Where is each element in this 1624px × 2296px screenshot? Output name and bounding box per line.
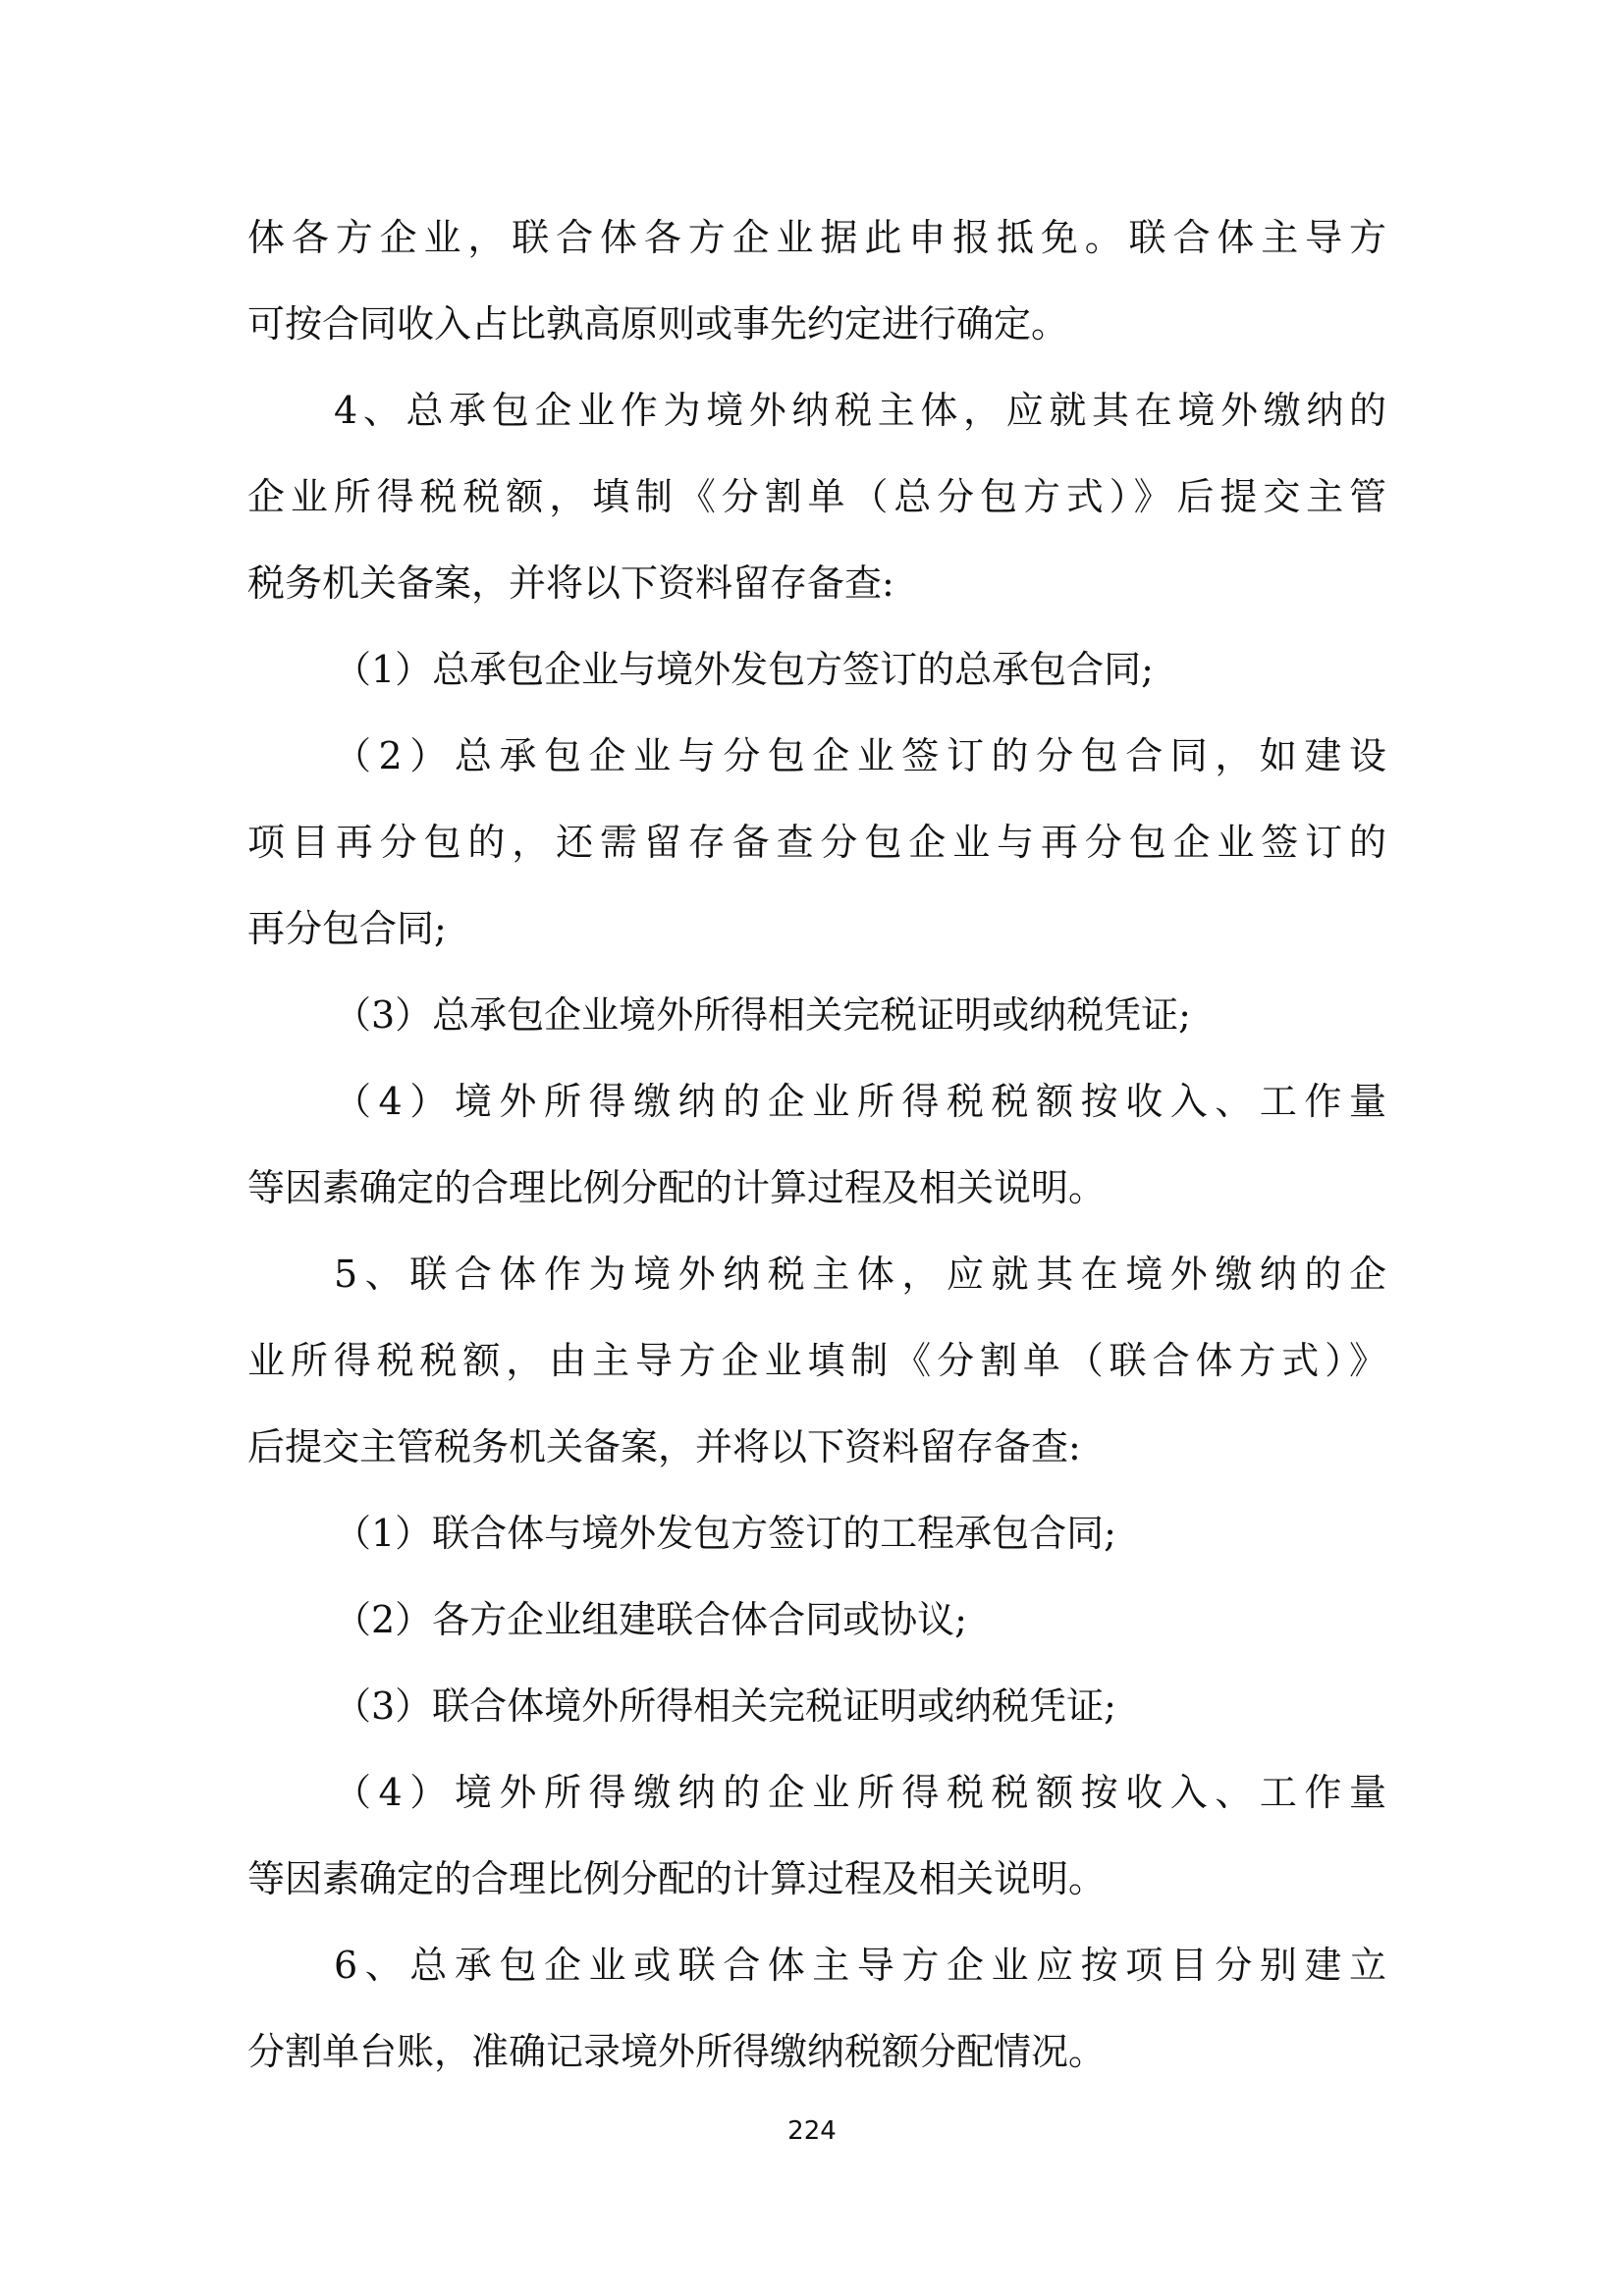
- text-line: 6、总承包企业或联合体主导方企业应按项目分别建立: [334, 1944, 1386, 1987]
- text-line: （4）境外所得缴纳的企业所得税税额按收入、工作量: [334, 1080, 1386, 1123]
- text-line: （1）总承包企业与境外发包方签订的总承包合同;: [334, 648, 1154, 691]
- text-line: 项目再分包的，还需留存备查分包企业与再分包企业签订的: [247, 821, 1386, 864]
- text-line: 业所得税税额，由主导方企业填制《分割单（联合体方式）》: [247, 1339, 1386, 1382]
- text-line: 4、总承包企业作为境外纳税主体，应就其在境外缴纳的: [334, 389, 1386, 432]
- text-line: 等因素确定的合理比例分配的计算过程及相关说明。: [247, 1166, 1107, 1209]
- text-line: （3）联合体境外所得相关完税证明或纳税凭证;: [334, 1684, 1116, 1728]
- text-line: 等因素确定的合理比例分配的计算过程及相关说明。: [247, 1857, 1107, 1900]
- text-line: （2）总承包企业与分包企业签订的分包合同，如建设: [334, 734, 1386, 777]
- text-line: （4）境外所得缴纳的企业所得税税额按收入、工作量: [334, 1771, 1386, 1814]
- text-line: 税务机关备案，并将以下资料留存备查:: [247, 561, 894, 605]
- page-number: 224: [787, 2116, 837, 2146]
- text-line: 分割单台账，准确记录境外所得缴纳税额分配情况。: [247, 2030, 1107, 2073]
- text-line: （1）联合体与境外发包方签订的工程承包合同;: [334, 1512, 1116, 1555]
- text-line: （3）总承包企业境外所得相关完税证明或纳税凭证;: [334, 993, 1191, 1037]
- text-line: 5、联合体作为境外纳税主体，应就其在境外缴纳的企: [334, 1253, 1386, 1296]
- text-line: （2）各方企业组建联合体合同或协议;: [334, 1598, 967, 1641]
- text-line: 可按合同收入占比孰高原则或事先约定进行确定。: [247, 302, 1069, 346]
- text-line: 体各方企业，联合体各方企业据此申报抵免。联合体主导方: [247, 216, 1386, 259]
- text-line: 再分包合同;: [247, 907, 447, 950]
- text-line: 后提交主管税务机关备案，并将以下资料留存备查:: [247, 1425, 1081, 1468]
- text-line: 企业所得税税额，填制《分割单（总分包方式）》后提交主管: [247, 475, 1386, 518]
